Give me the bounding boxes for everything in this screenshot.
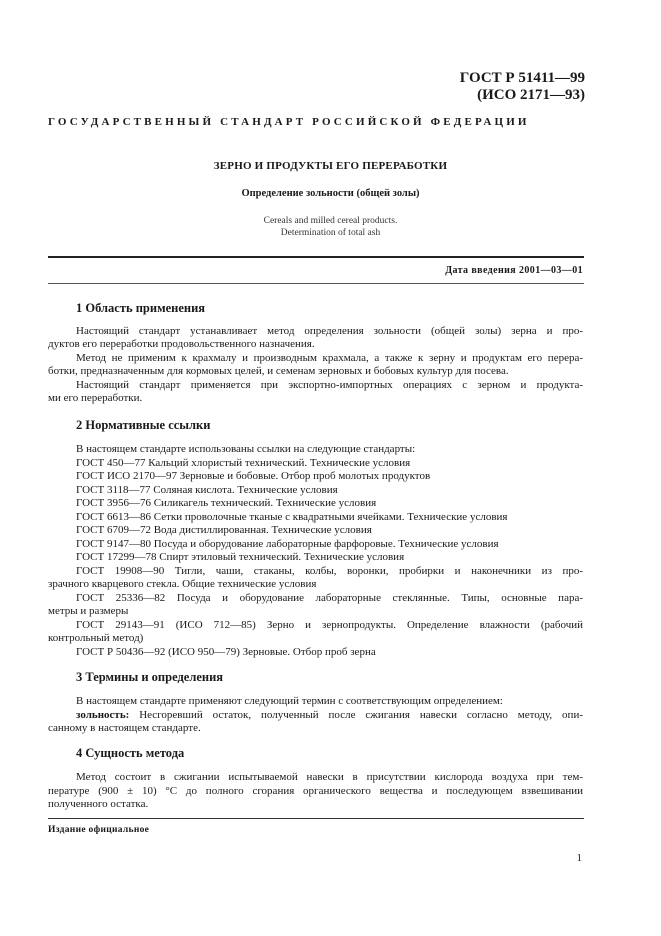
section-2-line: В настоящем стандарте использованы ссылки на следующие стандарты: — [76, 443, 416, 455]
section-4-line: пературе (900 ± 10) °С до полного сгорания органического вещества и последующем взвешивании — [48, 785, 583, 797]
term-definition — [76, 709, 583, 722]
section-2-heading: 2 Нормативные ссылки — [76, 418, 211, 432]
document-subtitle: Определение зольности (общей золы) — [241, 188, 420, 199]
reference-item-cont: метры и размеры — [48, 605, 129, 617]
section-1-line: ботки, предназначенным для кормовых целей, и семенам зерновых и бобовых культур для посева. — [48, 365, 509, 377]
english-title-line2: Determination of total ash — [280, 228, 381, 238]
official-edition-label: Издание официальное — [48, 825, 150, 835]
term-definition-text: Несгоревший остаток, полученный после сжигания навески согласно методу, опи- — [129, 709, 583, 721]
footer-rule — [48, 818, 584, 819]
section-3-line: санному в настоящем стандарте. — [48, 722, 201, 734]
reference-item: ГОСТ 29143—91 (ИСО 712—85) Зерно и зернопродукты. Определение влажности (рабочий — [76, 619, 583, 631]
reference-item-cont: зрачного кварцевого стекла. Общие технические условия — [48, 578, 317, 590]
reference-item-cont: контрольный метод) — [48, 632, 144, 644]
section-1-line: Настоящий стандарт устанавливает метод определения зольности (общей золы) зерна и про- — [76, 325, 583, 337]
reference-item: ГОСТ ИСО 2170—97 Зерновые и бобовые. Отбор проб молотых продуктов — [76, 470, 431, 482]
section-4-line: полученного остатка. — [48, 798, 149, 810]
english-title-line1: Cereals and milled cereal products. — [263, 216, 398, 226]
page-number: 1 — [576, 852, 582, 864]
reference-item: ГОСТ 6709—72 Вода дистиллированная. Технические условия — [76, 524, 372, 536]
reference-item: ГОСТ 25336—82 Посуда и оборудование лабораторные стеклянные. Типы, основные пара- — [76, 592, 583, 604]
section-3-line: В настоящем стандарте применяют следующий термин с соответствующим определением: — [76, 695, 503, 707]
section-1-line: Настоящий стандарт применяется при экспортно-импортных операциях с зерном и продукта- — [76, 379, 583, 391]
reference-item: ГОСТ 6613—86 Сетки проволочные тканые с квадратными ячейками. Технические условия — [76, 511, 508, 523]
section-4-heading: 4 Сущность метода — [76, 746, 185, 760]
document-title: ЗЕРНО И ПРОДУКТЫ ЕГО ПЕРЕРАБОТКИ — [213, 160, 448, 172]
reference-item: ГОСТ 17299—78 Спирт этиловый технический. Технические условия — [76, 551, 405, 563]
reference-item: ГОСТ 3956—76 Силикагель технический. Технические условия — [76, 497, 377, 509]
introduction-date: Дата введения 2001—03—01 — [445, 265, 583, 276]
section-1-heading: 1 Область применения — [76, 301, 206, 315]
header-rule — [48, 256, 584, 258]
section-1-line: Метод не применим к крахмалу и производным крахмала, а также к зерну и продуктам его перера- — [76, 352, 583, 364]
reference-item: ГОСТ 3118—77 Соляная кислота. Технические условия — [76, 484, 338, 496]
state-standard-banner: ГОСУДАРСТВЕННЫЙ СТАНДАРТ РОССИЙСКОЙ ФЕДЕРАЦИИ — [48, 116, 530, 128]
section-1-line: ми его переработки. — [48, 392, 143, 404]
iso-code: (ИСО 2171—93) — [477, 87, 585, 103]
reference-item: ГОСТ 19908—90 Тигли, чаши, стаканы, колбы, воронки, пробирки и наконечники из про- — [76, 565, 583, 577]
reference-item: ГОСТ 450—77 Кальций хлористый технический. Технические условия — [76, 457, 411, 469]
date-rule — [48, 283, 584, 284]
reference-item: ГОСТ Р 50436—92 (ИСО 950—79) Зерновые. Отбор проб зерна — [76, 646, 376, 658]
standard-code: ГОСТ Р 51411—99 — [459, 70, 585, 86]
reference-item: ГОСТ 9147—80 Посуда и оборудование лабораторные фарфоровые. Технические условия — [76, 538, 499, 550]
term-label: зольность: — [76, 709, 130, 721]
section-1-line: дуктов его переработки продовольственного назначения. — [48, 338, 315, 350]
section-4-line: Метод состоит в сжигании испытываемой навески в присутствии кислорода воздуха при тем- — [76, 771, 583, 783]
section-3-heading: 3 Термины и определения — [76, 670, 224, 684]
